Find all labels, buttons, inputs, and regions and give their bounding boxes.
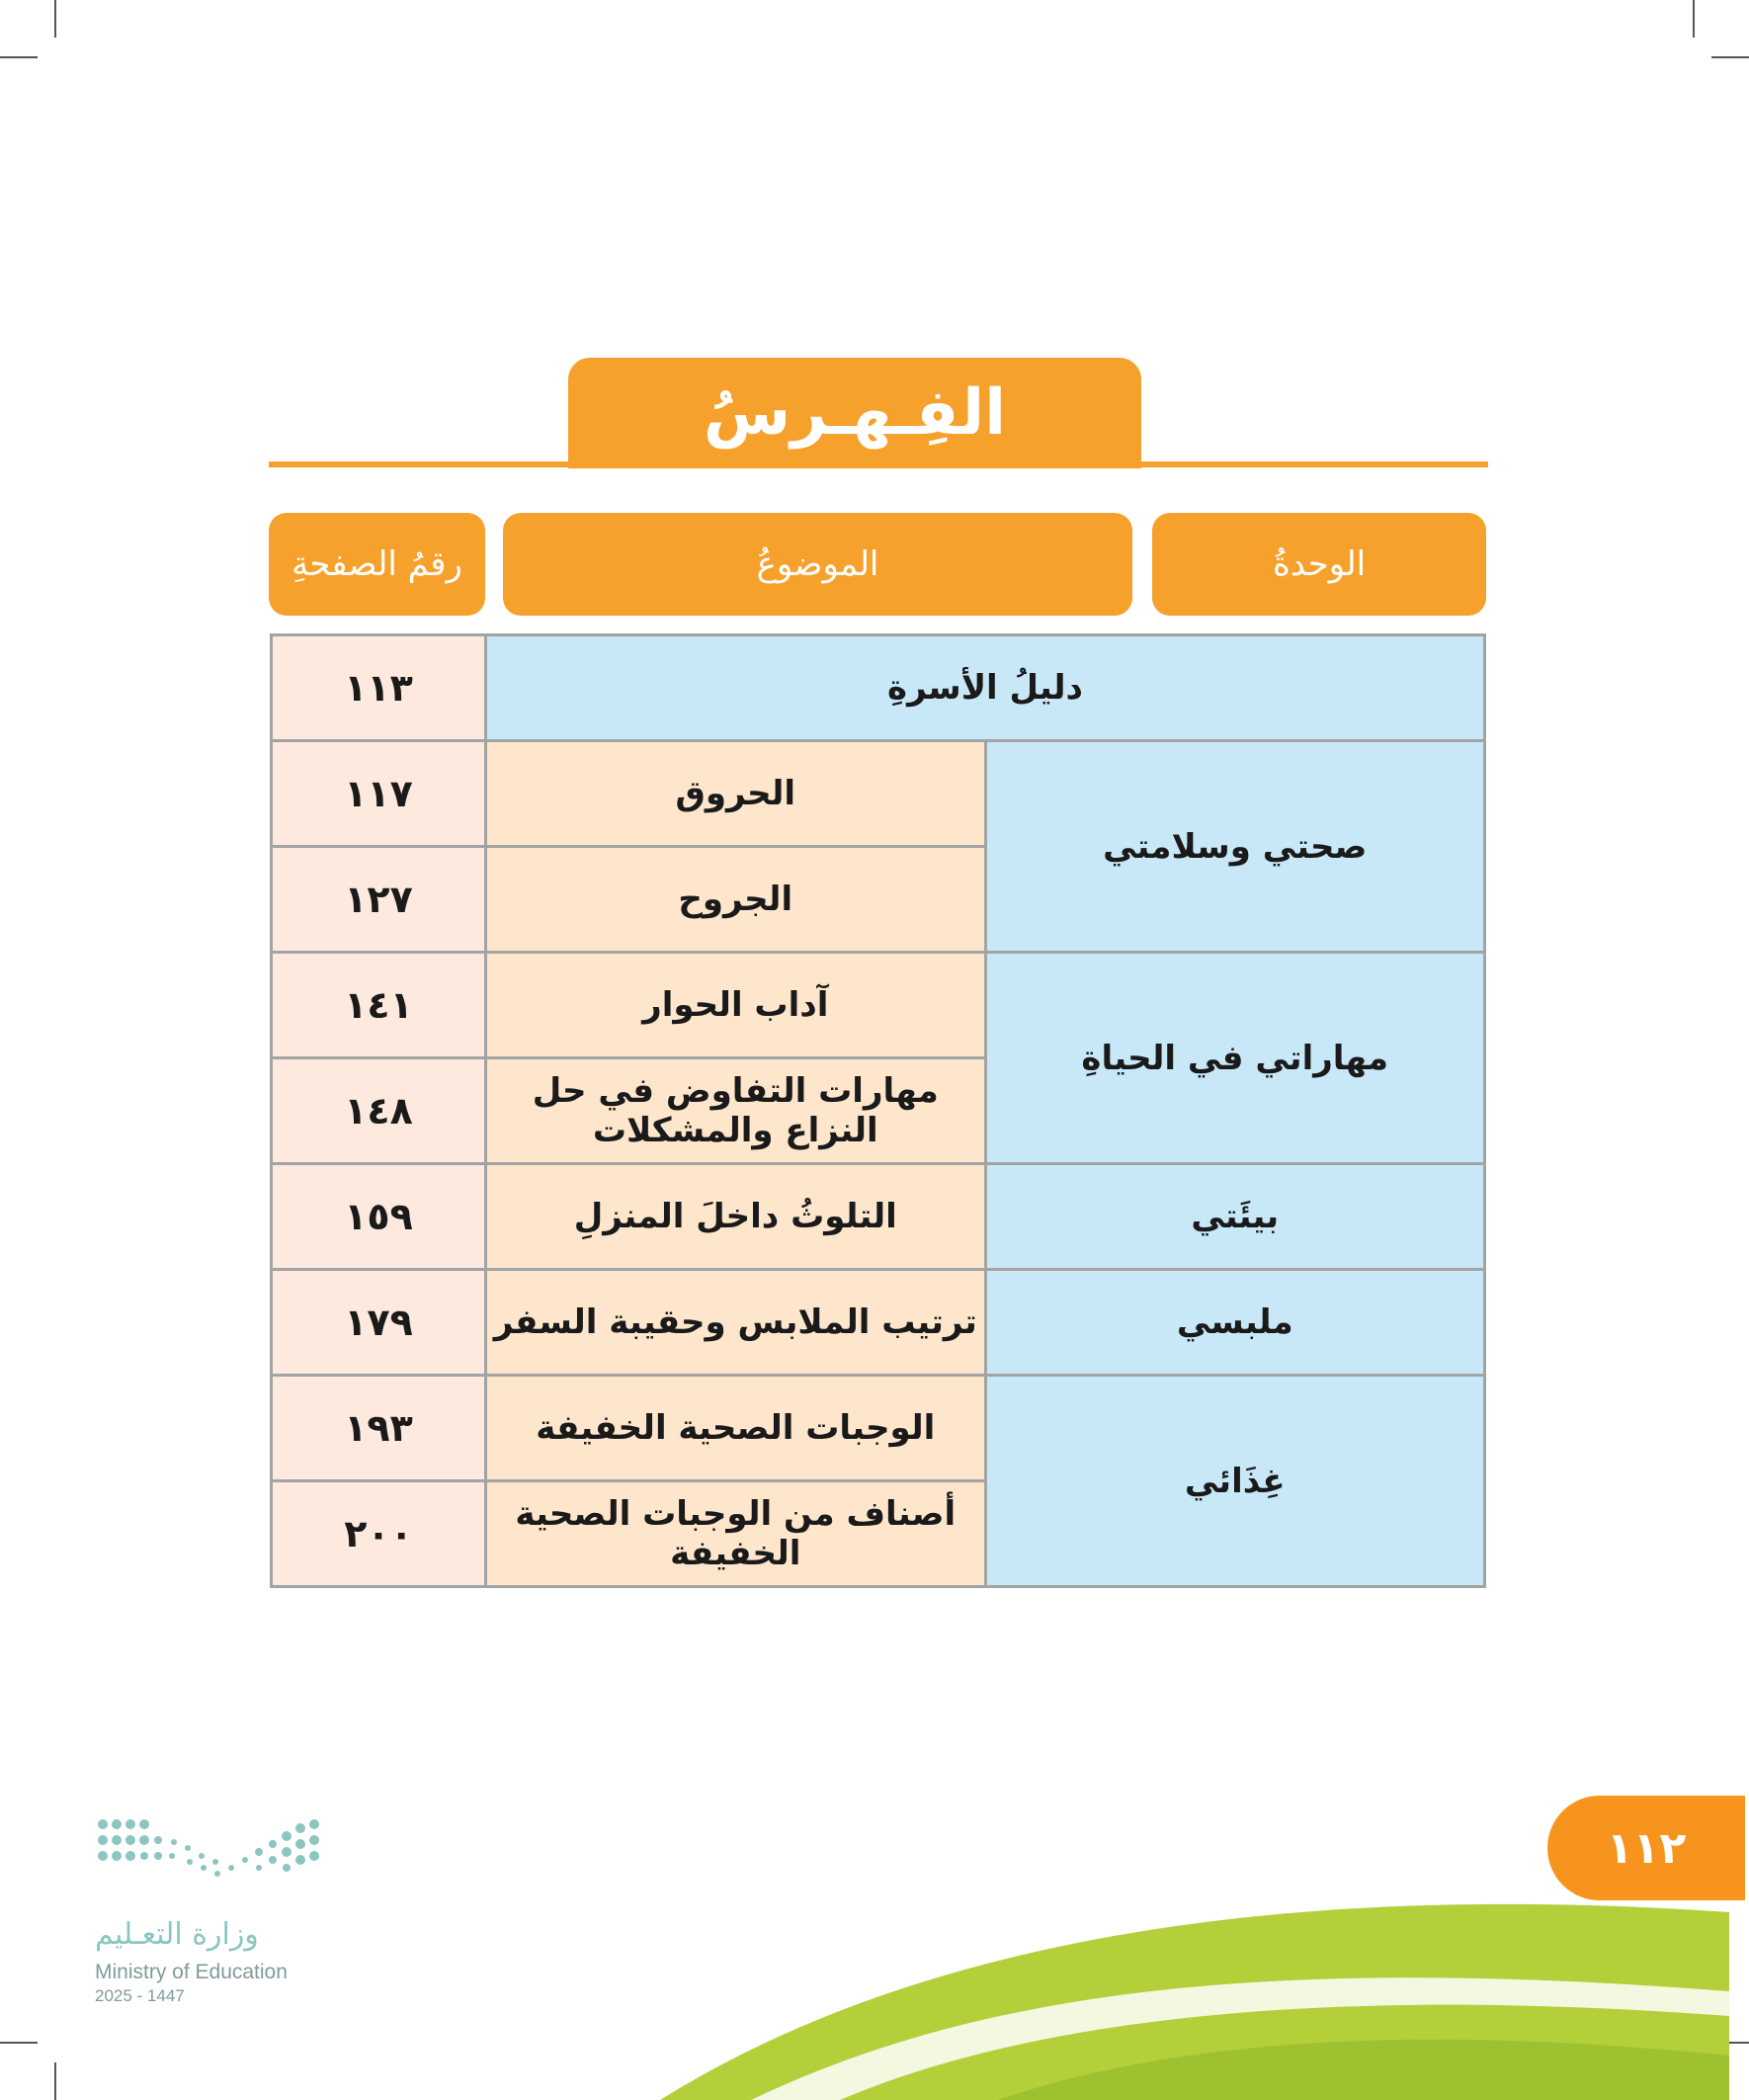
table-row (272, 1270, 1485, 1376)
table-row (272, 953, 1485, 1058)
header-page: رقمُ الصفحةِ (269, 513, 485, 616)
page-number-cell: ١١٣ (272, 635, 486, 741)
page-title: الفِـهـرسُ (703, 377, 1007, 450)
topic-cell: ترتيب الملابس وحقيبة السفر (486, 1270, 986, 1376)
page-number-tab: ١١٢ (1547, 1796, 1745, 1900)
unit-cell: ملبسي (985, 1270, 1485, 1376)
crop-mark (1711, 2042, 1749, 2044)
crop-mark (1711, 56, 1749, 58)
header-topic: الموضوعُ (503, 513, 1132, 616)
crop-mark (54, 0, 56, 38)
page-number-cell: ١٢٧ (272, 847, 486, 953)
crop-mark (54, 2062, 56, 2100)
page-number-cell: ١٥٩ (272, 1164, 486, 1270)
ministry-name-english: Ministry of Education (95, 1961, 288, 1983)
table-row (272, 741, 1485, 847)
index-title-tab (568, 358, 1141, 468)
topic-cell: الجروح (486, 847, 986, 953)
page-number-cell: ١٧٩ (272, 1270, 486, 1376)
unit-cell: بيئَتي (985, 1164, 1485, 1270)
crop-mark (1693, 0, 1695, 38)
page-number-cell: ٢٠٠ (272, 1481, 486, 1587)
table-row (272, 635, 1485, 741)
topic-cell: مهارات التفاوض في حل النزاع والمشكلات (486, 1058, 986, 1164)
unit-cell: مهاراتي في الحياةِ (985, 953, 1485, 1164)
page-number-cell: ١٤٨ (272, 1058, 486, 1164)
table-row (272, 1376, 1485, 1481)
crop-mark (0, 2042, 38, 2044)
unit-cell: صحتي وسلامتي (985, 741, 1485, 953)
page-number-cell: ١١٧ (272, 741, 486, 847)
family-guide-cell: دليلُ الأسرةِ (486, 635, 1485, 741)
unit-cell: غِذَائي (985, 1376, 1485, 1587)
title-underline (269, 462, 1488, 467)
crop-mark (1693, 2062, 1695, 2100)
topic-cell: التلوثُ داخلَ المنزلِ (486, 1164, 986, 1270)
topic-cell: آداب الحوار (486, 953, 986, 1058)
table-row (272, 1164, 1485, 1270)
ministry-name-arabic: وزارة التعـليم (95, 1917, 259, 1952)
page-number-cell: ١٤١ (272, 953, 486, 1058)
header-unit: الوحدةُ (1152, 513, 1486, 616)
topic-cell: الحروق (486, 741, 986, 847)
page-number-cell: ١٩٣ (272, 1376, 486, 1481)
topic-cell: أصناف من الوجبات الصحية الخفيفة (486, 1481, 986, 1587)
index-table (270, 633, 1486, 1588)
topic-cell: الوجبات الصحية الخفيفة (486, 1376, 986, 1481)
ministry-year: 2025 - 1447 (95, 1986, 185, 2005)
crop-mark (0, 56, 38, 58)
